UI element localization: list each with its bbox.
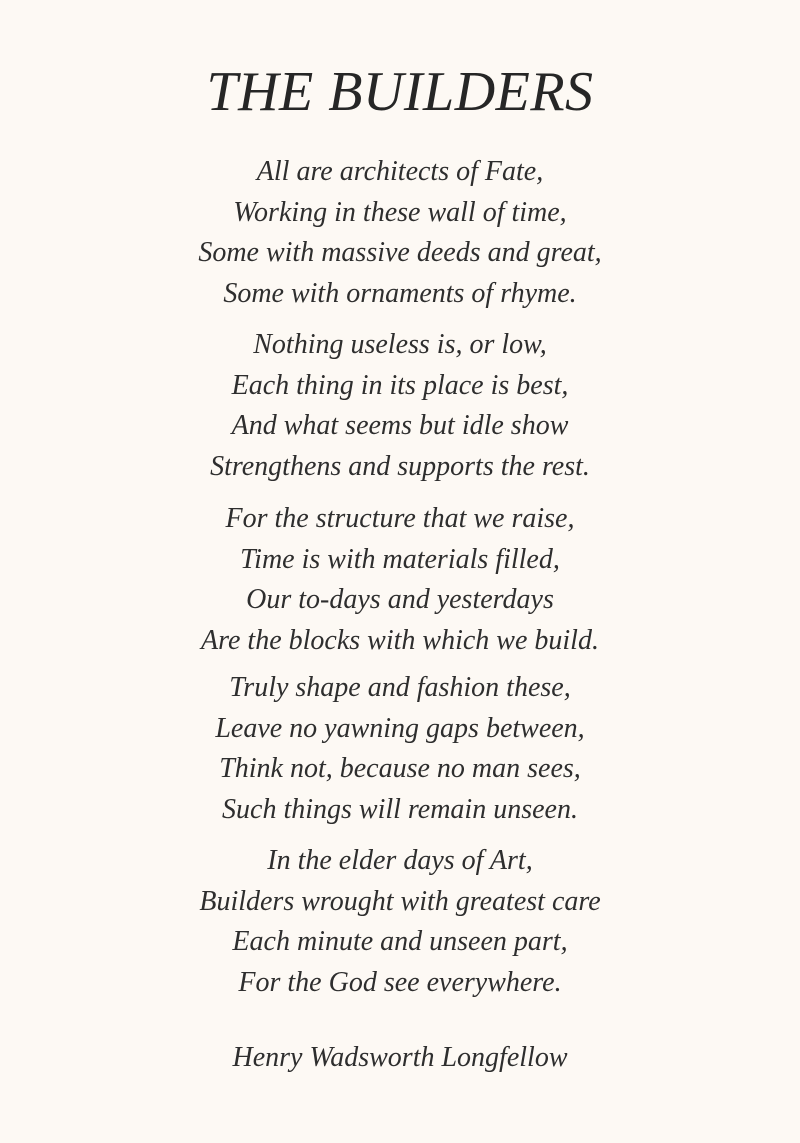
poem-line: Think not, because no man sees, [219,753,581,784]
poem-line: For the structure that we raise, [225,503,575,534]
poem-title: THE BUILDERS [206,61,594,123]
poem-line: All are architects of Fate, [256,156,544,187]
stanza-4 [0,668,800,830]
poem-line: Working in these wall of time, [233,196,567,228]
poem-line: Strengthens and supports the rest. [210,450,590,482]
poem-line: Some with ornaments of rhyme. [223,277,577,309]
poem-line: Time is with materials filled, [240,543,560,575]
poem-line: Nothing useless is, or low, [253,329,547,360]
poem-line: For the God see everywhere. [238,966,562,998]
stanza-2 [0,325,800,487]
stanza-5 [0,841,800,1003]
stanza-1 [0,152,800,314]
poem-line: Builders wrought with greatest care [199,885,601,917]
poem-line: Some with massive deeds and great, [198,237,602,268]
poem-line: Each minute and unseen part, [232,926,568,957]
poem-line: Such things will remain unseen. [222,793,578,825]
poem-line: Truly shape and fashion these, [229,672,571,703]
poem-line: Leave no yawning gaps between, [215,712,585,744]
poem-line: In the elder days of Art, [267,845,533,876]
poem-line: Are the blocks with which we build. [201,624,599,656]
poem-line: Each thing in its place is best, [231,369,569,401]
stanza-3 [0,499,800,661]
poem-author: Henry Wadsworth Longfellow [232,1042,568,1073]
poem-line: And what seems but idle show [231,410,569,441]
poem-line: Our to-days and yesterdays [246,584,554,615]
